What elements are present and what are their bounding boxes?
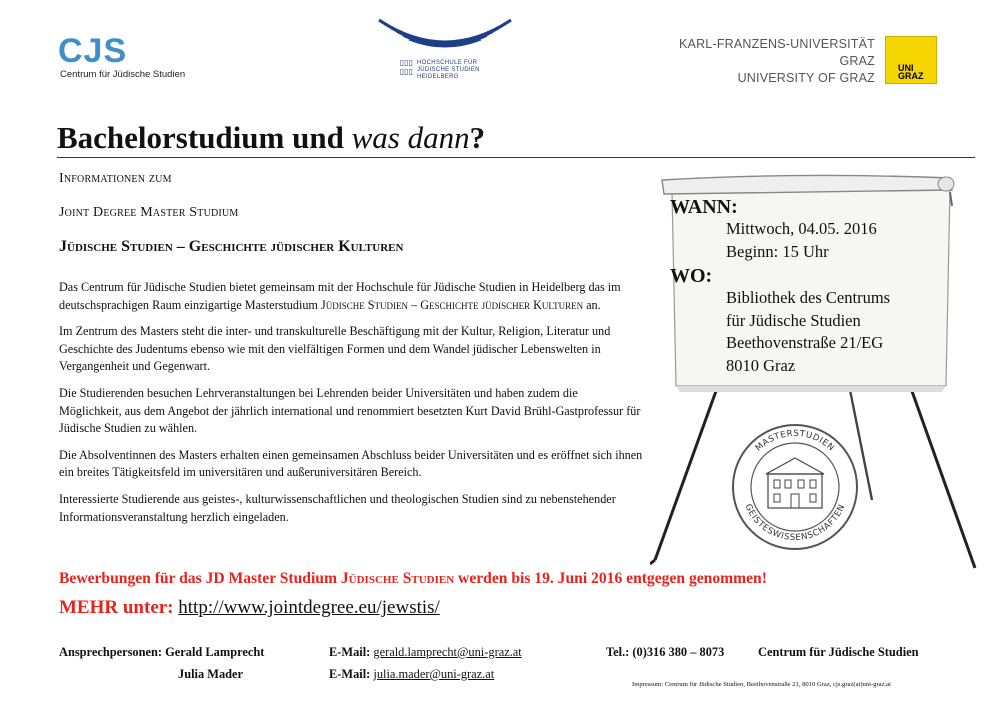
email-row-2 [329,667,494,682]
email-label-1: E-Mail: [329,645,371,659]
hfjs-logo-text [417,60,480,81]
title-part3: ? [469,120,486,155]
impressum: Impressum: Centrum für Jüdische Studien, Beethovenstraße 21, 8010 Graz, cjs.graz(at)uni-graz.at [632,681,891,688]
contacts-label-text: Ansprechpersonen: [59,645,163,659]
more-info [59,597,440,619]
p1-program: Jüdische Studien – Geschichte jüdischer Kulturen [320,297,584,312]
event-place-1: Bibliothek des Centrums [726,288,891,307]
cjs-logo-subtitle: Centrum für Jüdische Studien [60,69,186,80]
body-text [59,279,643,535]
title-part1: Bachelorstudium und [57,120,352,155]
email-label-2: E-Mail: [329,667,371,681]
uni-box-line2: GRAZ [898,71,924,81]
uni-graz-box-icon [885,36,937,84]
page-title [57,120,485,156]
uni-graz-line2: UNIVERSITY OF GRAZ [737,71,875,85]
uni-graz-box-text [898,64,924,80]
event-info [670,196,942,388]
contact-person-1: Gerald Lamprecht [165,645,265,659]
deadline-part3: werden bis 19. Juni 2016 entgegen genommen! [454,570,767,587]
deadline-notice [59,570,767,588]
where-label: WO: [670,265,713,287]
hfjs-hebrew-mark: ▯▯▯ ▯▯▯ [399,58,413,76]
event-place-2: für Jüdische Studien [726,310,861,330]
hfjs-logo [375,18,515,98]
p1-text: Das Centrum für Jüdische Studien bietet gemeinsam mit der Hochschule für Jüdische Studien in Heidelberg das im deutschsprachigen Raum einzigartige Masterstudium [59,280,621,312]
deadline-part2: Jüdische Studien [340,570,455,587]
seal-text-bottom: GEISTESWISSENSCHAFTEN [742,502,848,544]
more-link[interactable]: http://www.jointdegree.eu/jewstis/ [178,597,440,618]
paragraph-1 [59,279,643,314]
hfjs-line2: JÜDISCHE STUDIEN [417,67,480,73]
when-label: WANN: [670,196,738,218]
seal-text-top: MASTERSTUDIEN [753,428,837,454]
paragraph-4: Die Absolventinnen des Masters erhalten einen gemeinsamen Abschluss beider Universitäten und es eröffnet sich ihnen ein breites Tätigkeitsfeld im universitären und außeruniversitären Bereich. [59,447,643,480]
event-place-3: Beethovenstraße 21/EG [726,333,884,352]
cjs-logo-letters: CJS [58,32,128,70]
event-time: Beginn: 15 Uhr [726,241,829,261]
email-link-2[interactable]: julia.mader@uni-graz.at [373,667,495,681]
program-title: Jüdische Studien – Geschichte jüdischer Kulturen [59,238,404,255]
hfjs-line3: HEIDELBERG [417,74,459,80]
uni-box-line1: UNI [898,63,914,73]
masterstudien-seal-icon [730,422,860,552]
paragraph-3: Die Studierenden besuchen Lehrveranstaltungen bei Lehrenden beider Universitäten und haben zudem die Möglichkeit, aus dem Angebot der jährlich international und renommiert besetzten Kurt David Brühl-Gastprofessur für Jüdische Studien zu wählen. [59,385,641,436]
cjs-logo [58,32,208,86]
intro-line2: Joint Degree Master Studium [59,205,239,220]
email-link-1[interactable]: gerald.lamprecht@uni-graz.at [373,645,522,659]
event-date: Mittwoch, 04.05. 2016 [726,219,877,238]
email-row-1 [329,645,522,660]
contacts-label [59,645,264,660]
title-part2: was dann [351,120,470,155]
uni-graz-logo [673,30,943,85]
more-label: MEHR unter: [59,597,174,618]
hfjs-arcs-icon [375,18,515,58]
contact-phone: Tel.: (0)316 380 – 8073 [606,645,725,659]
event-place-4: 8010 Graz [726,355,796,375]
uni-graz-line1: KARL-FRANZENS-UNIVERSITÄT GRAZ [679,37,875,68]
contact-person-2: Julia Mader [178,667,244,681]
intro-line1: Informationen zum [59,171,172,186]
p1-end: an. [583,297,601,312]
hfjs-line1: HOCHSCHULE FÜR [417,60,478,66]
uni-graz-text [673,36,875,87]
contact-organization: Centrum für Jüdische Studien [758,645,919,659]
deadline-part1: Bewerbungen für das JD Master Studium [59,570,341,587]
paragraph-2: Im Zentrum des Masters steht die inter- und transkulturelle Beschäftigung mit der Kultur, Religion, Literatur und Geschichte des Judentums ebenso wie mit den vielfältigen Formen und dem Wandel jüdischer Lebenswelten in Vergangenheit und Gegenwart. [59,324,611,374]
paragraph-5: Interessierte Studierende aus geistes-, kulturwissenschaftlichen und theologischen Studien sind zu nebenstehender Informationsveranstaltung herzlich eingeladen. [59,491,616,524]
